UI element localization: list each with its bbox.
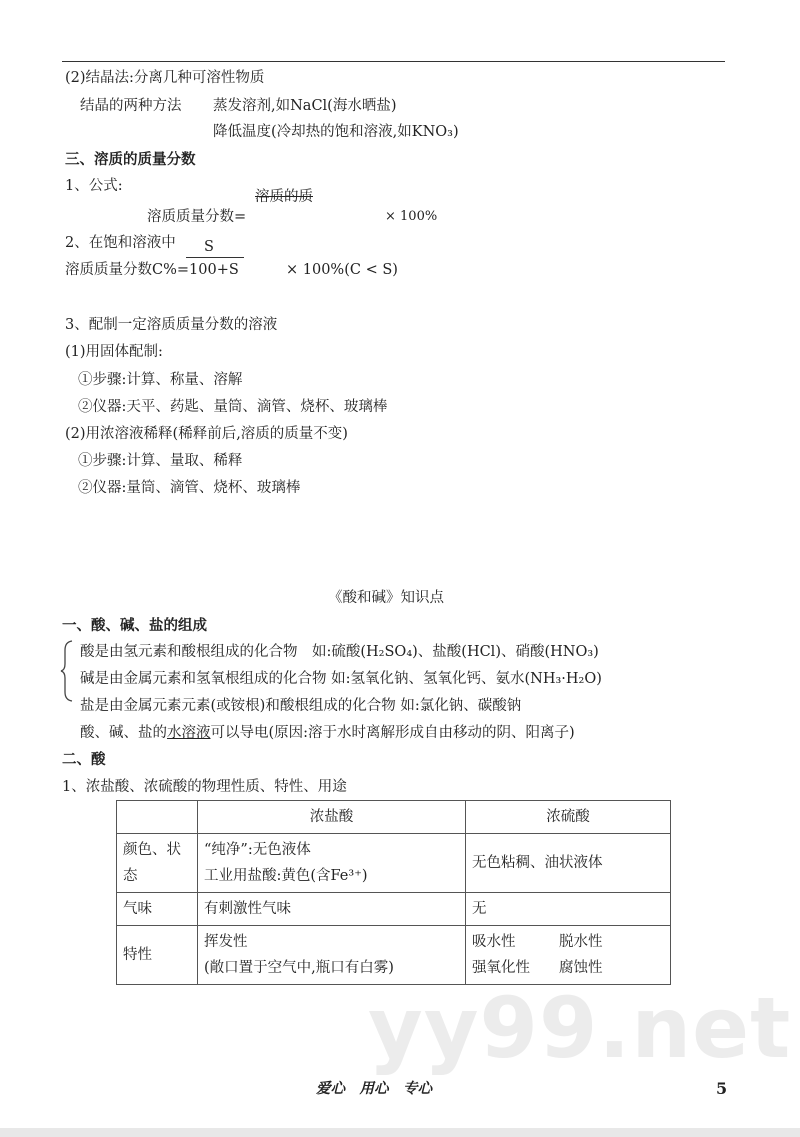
prep-heading: 3、配制一定溶质质量分数的溶液: [65, 317, 278, 333]
base-definition: 碱是由金属元素和氢氧根组成的化合物 如:氢氧化钠、氢氧化钙、氨水(NH₃·H₂O): [80, 671, 602, 687]
acid-heading: 二、酸: [62, 751, 106, 768]
methods-label: 结晶的两种方法: [80, 98, 182, 114]
h2so4-cell: [466, 834, 671, 893]
section-title: 《酸和碱》知识点: [328, 590, 444, 606]
conduct-post: 可以导电(原因:溶于水时离解形成自由移动的阴、阳离子): [210, 725, 575, 741]
solid-tools: ②仪器:天平、药匙、量筒、滴管、烧杯、玻璃棒: [78, 399, 388, 415]
saturated-label: 2、在饱和溶液中: [65, 235, 176, 251]
composition-heading: 一、酸、碱、盐的组成: [62, 617, 207, 634]
sat-numerator: S: [204, 239, 214, 255]
header-cell: [117, 801, 198, 834]
cell-line: 吸水性 脱水性: [472, 934, 603, 950]
row-label: 颜色、状态: [117, 834, 198, 893]
fraction-line: [186, 257, 244, 258]
acid-definition: 酸是由氢元素和酸根组成的化合物 如:硫酸(H₂SO₄)、盐酸(HCl)、硝酸(HNO₃): [80, 644, 599, 660]
footer-motto: 爱心 用心 专心: [316, 1080, 432, 1097]
crystallization-heading: (2)结晶法:分离几种可溶性物质: [65, 70, 265, 86]
acid-properties-table: [116, 800, 671, 985]
h2so4-cell: [466, 893, 671, 926]
header-hcl: 浓盐酸: [198, 801, 466, 834]
cell-line: 有刺激性气味: [204, 901, 291, 917]
cell-line: (敞口置于空气中,瓶口有白雾): [204, 960, 394, 976]
dilute-tools: ②仪器:量筒、滴管、烧杯、玻璃棒: [78, 480, 301, 496]
bottom-bar: [0, 1128, 800, 1137]
formula-times: × 100%: [385, 209, 438, 224]
hcl-cell: [198, 834, 466, 893]
cell-line: 强氧化性 腐蚀性: [472, 960, 603, 976]
watermark: yy99.net: [368, 979, 792, 1077]
formula-label: 1、公式:: [65, 178, 123, 194]
dilute-steps: ①步骤:计算、量取、稀释: [78, 453, 243, 469]
formula-lhs: 溶质质量分数=: [147, 209, 247, 225]
header-h2so4: 浓硫酸: [466, 801, 671, 834]
dilute-heading: (2)用浓溶液稀释(稀释前后,溶质的质量不变): [65, 426, 348, 442]
table-row: [117, 926, 671, 985]
formula-numerator: 溶质的质: [255, 189, 313, 205]
cell-line: 工业用盐酸:黄色(含Fe³⁺): [204, 868, 368, 884]
hcl-cell: [198, 926, 466, 985]
table-row: [117, 834, 671, 893]
h2so4-cell: [466, 926, 671, 985]
table-row: [117, 893, 671, 926]
conduct-underlined: 水溶液: [167, 725, 211, 741]
sat-times: × 100%(C < S): [286, 262, 398, 278]
cell-line: 无: [472, 901, 487, 917]
solid-steps: ①步骤:计算、称量、溶解: [78, 372, 243, 388]
cell-line: “纯净”:无色液体: [204, 842, 311, 858]
table-header-row: [117, 801, 671, 834]
solid-heading: (1)用固体配制:: [65, 344, 163, 360]
row-label: 气味: [117, 893, 198, 926]
section-3-heading: 三、溶质的质量分数: [65, 151, 196, 168]
cell-line: 无色粘稠、油状液体: [472, 855, 603, 871]
conductivity-note: [80, 724, 575, 742]
salt-definition: 盐是由金属元素元素(或铵根)和酸根组成的化合物 如:氯化钠、碳酸钠: [80, 698, 522, 714]
page-number: 5: [716, 1079, 728, 1098]
conduct-pre: 酸、碱、盐的: [80, 725, 167, 741]
brace-icon: [60, 640, 74, 702]
sat-lhs: 溶质质量分数C%=100+S: [65, 262, 239, 278]
header-rule: [62, 61, 725, 62]
cell-line: 挥发性: [204, 934, 248, 950]
row-label: 特性: [117, 926, 198, 985]
method-cooling: 降低温度(冷却热的饱和溶液,如KNO₃): [213, 124, 459, 140]
method-evaporation: 蒸发溶剂,如NaCl(海水晒盐): [213, 98, 397, 114]
hcl-cell: [198, 893, 466, 926]
acid-subheading: 1、浓盐酸、浓硫酸的物理性质、特性、用途: [62, 779, 347, 795]
